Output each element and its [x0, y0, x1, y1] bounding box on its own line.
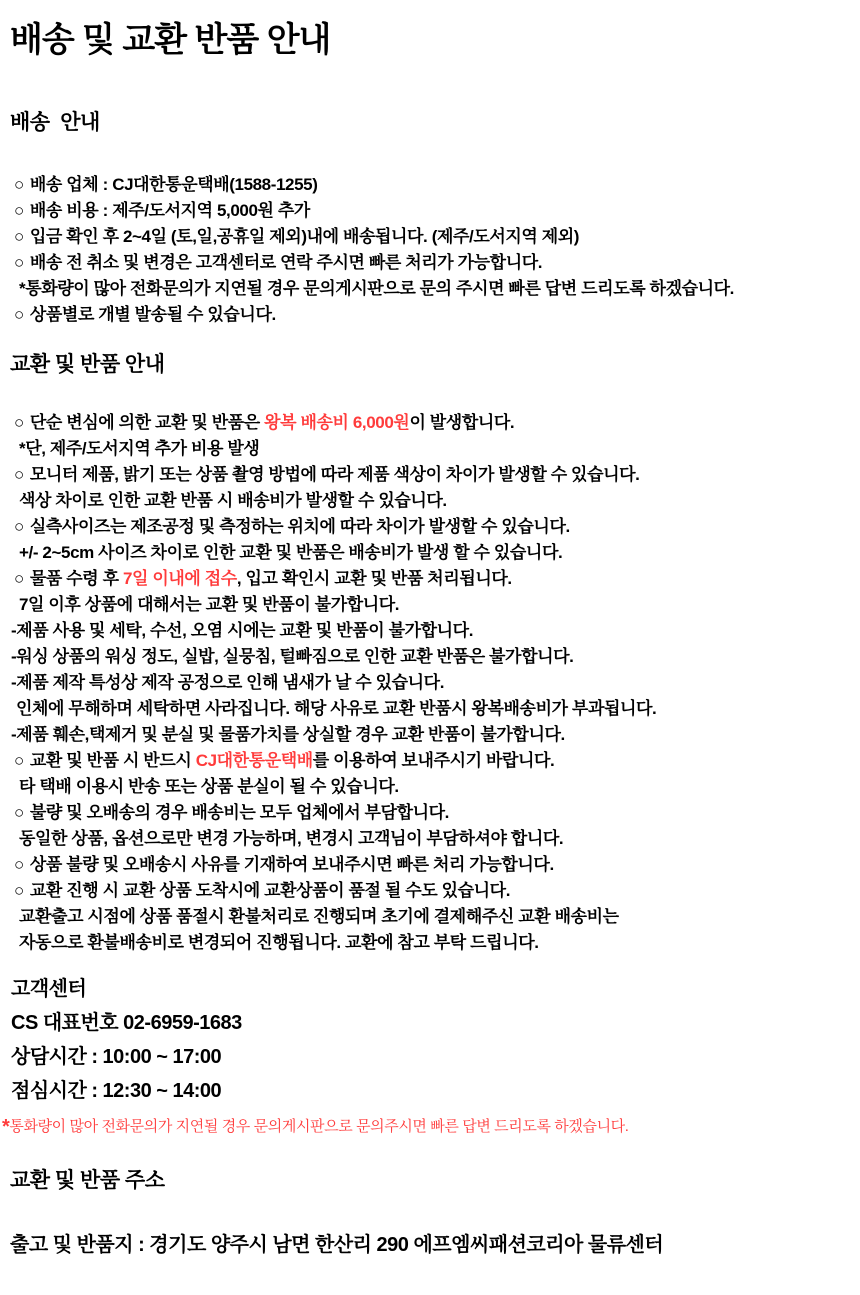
address-section	[0, 1168, 860, 1258]
notice-text: 실측사이즈는 제조공정 및 측정하는 위치에 따라 차이가 발생할 수 있습니다.	[29, 517, 570, 536]
exchange-section-heading: 교환 및 반품 안내	[10, 353, 165, 376]
notice-line	[0, 198, 860, 224]
circle-bullet-icon: ○	[14, 201, 24, 220]
circle-bullet-icon: ○	[14, 517, 24, 536]
notice-line	[0, 592, 860, 618]
notice-text: -제품 훼손,택제거 및 분실 및 물품가치를 상실할 경우 교환 반품이 불가합니다.	[11, 725, 565, 744]
customer-center-line: 점심시간 : 12:30 ~ 14:00	[11, 1080, 222, 1102]
notice-text: 자동으로 환불배송비로 변경되어 진행됩니다. 교환에 참고 부탁 드립니다.	[19, 933, 539, 952]
notice-line	[0, 514, 860, 540]
notice-text: 모니터 제품, 밝기 또는 상품 촬영 방법에 따라 제품 색상이 차이가 발생할 수 있습니다.	[29, 465, 640, 484]
notice-text: 색상 차이로 인한 교환 반품 시 배송비가 발생할 수 있습니다.	[19, 491, 447, 510]
customer-center-heading: 고객센터	[11, 978, 87, 1000]
highlight-red-text: 왕복 배송비 6,000원	[264, 413, 410, 432]
circle-bullet-icon: ○	[14, 751, 24, 770]
circle-bullet-icon: ○	[14, 855, 24, 874]
notice-line	[0, 930, 860, 956]
notice-line	[0, 644, 860, 670]
notice-line	[0, 172, 860, 198]
circle-bullet-icon: ○	[14, 465, 24, 484]
notice-text: , 입고 확인시 교환 및 반품 처리됩니다.	[236, 569, 512, 588]
notice-line	[0, 852, 860, 878]
notice-line	[0, 670, 860, 696]
notice-line	[0, 462, 860, 488]
circle-bullet-icon: ○	[14, 569, 24, 588]
notice-line	[0, 826, 860, 852]
notice-line	[0, 774, 860, 800]
notice-text: 7일 이후 상품에 대해서는 교환 및 반품이 불가합니다.	[19, 595, 400, 614]
circle-bullet-icon: ○	[14, 803, 24, 822]
notice-line	[0, 250, 860, 276]
notice-line	[0, 618, 860, 644]
circle-bullet-icon: ○	[14, 175, 24, 194]
customer-center-line: 상담시간 : 10:00 ~ 17:00	[11, 1046, 222, 1068]
notice-line	[0, 748, 860, 774]
phone-delay-notice	[2, 1116, 860, 1138]
notice-text: 교환출고 시점에 상품 품절시 환불처리로 진행되며 초기에 결제해주신 교환 배송비는	[19, 907, 619, 926]
notice-text: 상품별로 개별 발송될 수 있습니다.	[29, 305, 276, 324]
notice-line	[0, 540, 860, 566]
notice-line	[0, 800, 860, 826]
circle-bullet-icon: ○	[14, 413, 24, 432]
shipping-returns-notice-document	[0, 20, 860, 1258]
highlight-red-text: 7일 이내에 접수	[122, 569, 237, 588]
notice-line	[0, 410, 860, 436]
notice-text: 물품 수령 후	[29, 569, 123, 588]
circle-bullet-icon: ○	[14, 227, 24, 246]
notice-line	[0, 488, 860, 514]
return-address-line: 출고 및 반품지 : 경기도 양주시 남면 한산리 290 에프엠씨패션코리아 물류센터	[10, 1234, 664, 1256]
address-section-heading: 교환 및 반품 주소	[10, 1169, 165, 1192]
notice-line	[0, 224, 860, 250]
page-title: 배송 및 교환 반품 안내	[10, 21, 331, 59]
notice-text: -워싱 상품의 워싱 정도, 실밥, 실뭉침, 털빠짐으로 인한 교환 반품은 불가합니다.	[11, 647, 574, 666]
notice-text: 이 발생합니다.	[409, 413, 515, 432]
notice-line	[0, 566, 860, 592]
notice-text: 교환 진행 시 교환 상품 도착시에 교환상품이 품절 될 수도 있습니다.	[29, 881, 511, 900]
notice-text: 입금 확인 후 2~4일 (토,일,공휴일 제외)내에 배송됩니다. (제주/도서지역 제외)	[29, 227, 580, 246]
notice-line	[0, 904, 860, 930]
notice-text: -제품 사용 및 세탁, 수선, 오염 시에는 교환 및 반품이 불가합니다.	[11, 621, 474, 640]
customer-center-lines	[0, 1006, 860, 1108]
notice-text: *통화량이 많아 전화문의가 지연될 경우 문의게시판으로 문의 주시면 빠른 답변 드리도록 하겠습니다.	[19, 279, 734, 298]
notice-text: 배송 비용 : 제주/도서지역 5,000원 추가	[29, 201, 310, 220]
notice-text: 동일한 상품, 옵션으로만 변경 가능하며, 변경시 고객님이 부담하셔야 합니다.	[19, 829, 564, 848]
notice-line	[0, 276, 860, 302]
notice-text: 교환 및 반품 시 반드시	[29, 751, 196, 770]
circle-bullet-icon: ○	[14, 253, 24, 272]
customer-center-section	[0, 972, 860, 1138]
notice-line	[0, 878, 860, 904]
exchange-section	[0, 352, 860, 956]
circle-bullet-icon: ○	[14, 881, 24, 900]
notice-text: -제품 제작 특성상 제작 공정으로 인해 냄새가 날 수 있습니다.	[11, 673, 445, 692]
notice-text: 를 이용하여 보내주시기 바랍니다.	[312, 751, 555, 770]
phone-delay-notice-text: 통화량이 많아 전화문의가 지연될 경우 문의게시판으로 문의주시면 빠른 답변 드리도록 하겠습니다.	[9, 1118, 629, 1135]
notice-text: +/- 2~5cm 사이즈 차이로 인한 교환 및 반품은 배송비가 발생 할 수 있습니다.	[19, 543, 563, 562]
shipping-lines	[0, 172, 860, 328]
notice-text: 단순 변심에 의한 교환 및 반품은	[29, 413, 265, 432]
shipping-section-heading: 배송 안내	[10, 111, 100, 134]
notice-line	[0, 696, 860, 722]
circle-bullet-icon: ○	[14, 305, 24, 324]
notice-text: 상품 불량 및 오배송시 사유를 기재하여 보내주시면 빠른 처리 가능합니다.	[29, 855, 554, 874]
shipping-section	[0, 110, 860, 328]
notice-line	[0, 302, 860, 328]
notice-text: *단, 제주/도서지역 추가 비용 발생	[19, 439, 260, 458]
notice-line	[0, 722, 860, 748]
notice-text: 불량 및 오배송의 경우 배송비는 모두 업체에서 부담합니다.	[29, 803, 449, 822]
highlight-red-text: CJ대한통운택배	[195, 751, 313, 770]
notice-line	[0, 436, 860, 462]
notice-text: 배송 업체 : CJ대한통운택배(1588-1255)	[29, 175, 318, 194]
notice-text: 배송 전 취소 및 변경은 고객센터로 연락 주시면 빠른 처리가 가능합니다.	[29, 253, 543, 272]
exchange-lines	[0, 410, 860, 956]
notice-text: 타 택배 이용시 반송 또는 상품 분실이 될 수 있습니다.	[19, 777, 399, 796]
asterisk-mark: *	[2, 1116, 10, 1138]
customer-center-line: CS 대표번호 02-6959-1683	[11, 1012, 242, 1034]
notice-text: 인체에 무해하며 세탁하면 사라집니다. 해당 사유로 교환 반품시 왕복배송비가 부과됩니다.	[16, 699, 657, 718]
